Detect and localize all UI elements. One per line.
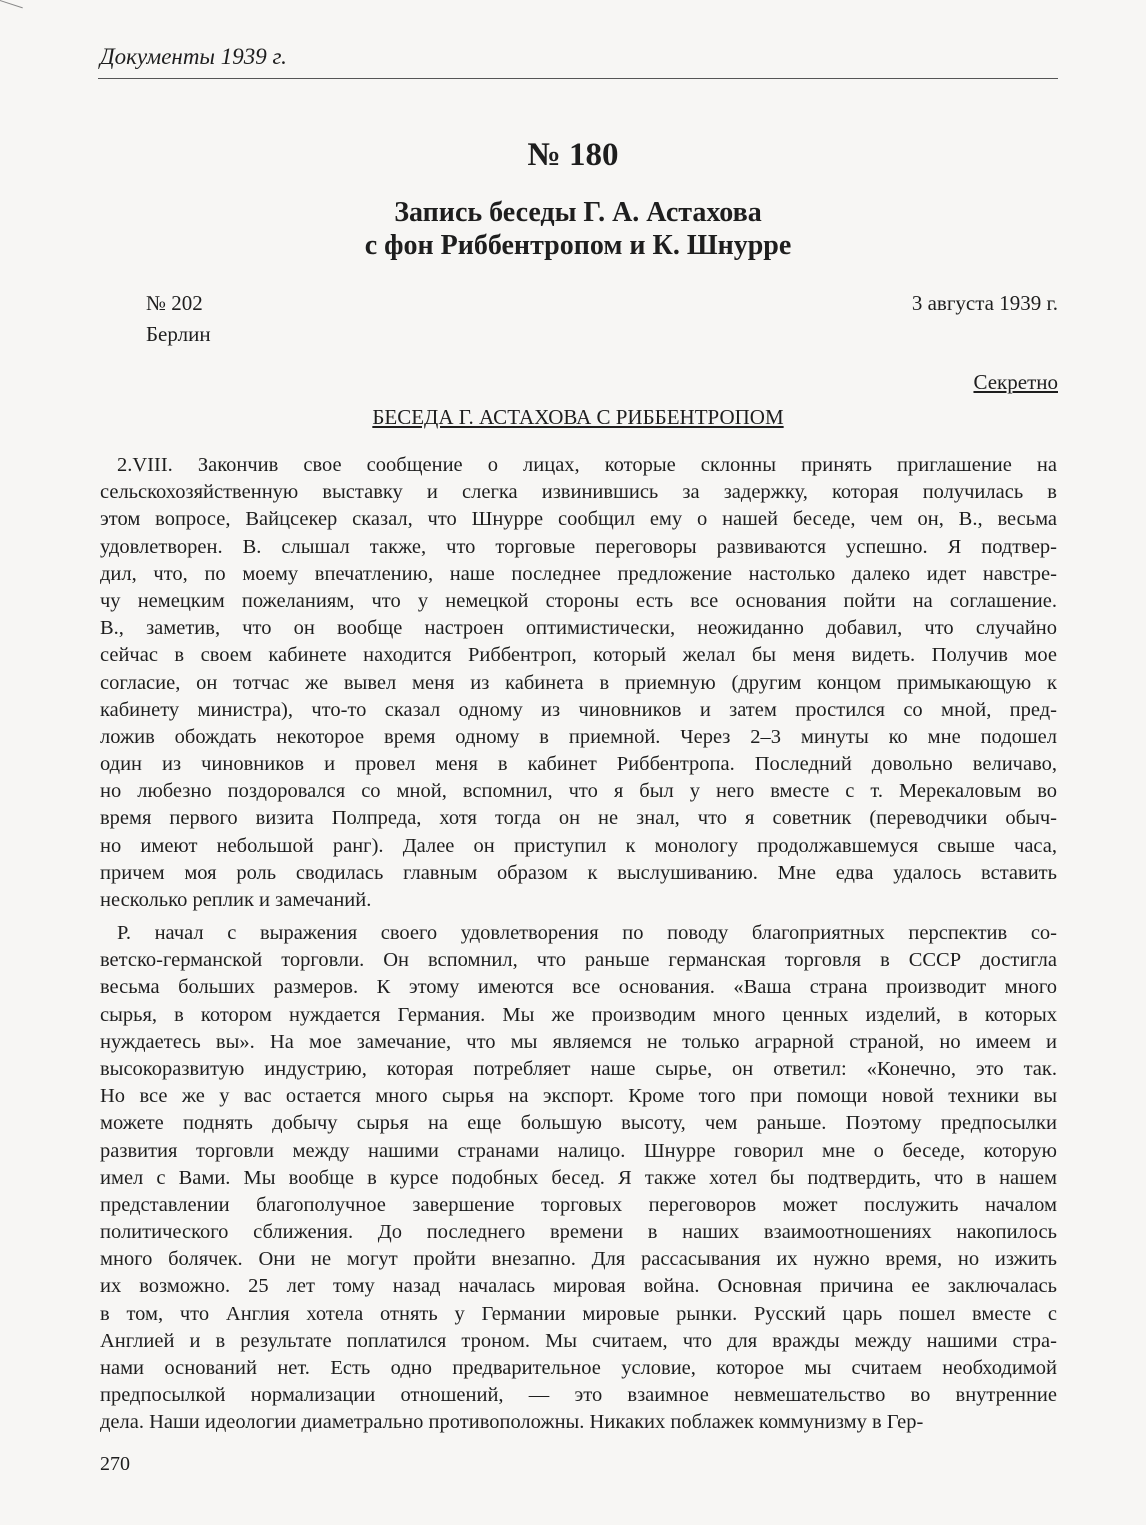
section-heading: БЕСЕДА Г. АСТАХОВА С РИББЕНТРОПОМ	[372, 405, 784, 429]
reference-number: № 202	[146, 291, 203, 315]
text-line: имел с Вами. Мы вообще в курсе подобных бесед. Я также хотел бы подтвердить, что в нашем	[100, 1166, 1057, 1189]
text-line: развития торговли между нашими странами налицо. Шнурре говорил мне о беседе, которую	[100, 1139, 1057, 1162]
date: 3 августа 1939 г.	[911, 291, 1058, 315]
text-line: можете поднять добычу сырья на еще большую высоту, чем раньше. Поэтому предпосылки	[100, 1112, 1057, 1135]
text-line: в том, что Англия хотела отнять у Германии мировые рынки. Русский царь пошел вместе с	[100, 1302, 1057, 1325]
text-line: нуждаетесь вы». На мое замечание, что мы являемся не только аграрной страной, но имеем и	[100, 1030, 1057, 1053]
text-line: много болячек. Они не могут пройти внезапно. Для рассасывания их нужно время, но изжить	[100, 1248, 1057, 1271]
text-line: удовлетворен. В. слышал также, что торговые переговоры развиваются успешно. Я подтвер-	[100, 535, 1057, 558]
text-line: нами оснований нет. Есть одно предварительное условие, которое мы считаем необходимой	[100, 1357, 1057, 1379]
text-line: согласие, он тотчас же вывел меня из кабинета в приемную (другим концом примыкающую к	[100, 671, 1057, 694]
page-number: 270	[100, 1453, 130, 1475]
classification-mark: Секретно	[973, 370, 1058, 394]
text-line: сельскохозяйственную выставку и слегка извинившись за задержку, которая получилась в	[100, 481, 1057, 504]
text-line: несколько реплик и замечаний.	[100, 889, 372, 911]
header-rule	[98, 78, 1058, 79]
text-line: В., заметив, что он вообще настроен оптимистически, неожиданно добавил, что случайно	[100, 617, 1057, 640]
running-header: Документы 1939 г.	[100, 44, 287, 69]
text-line: сырья, в котором нуждается Германия. Мы же производим много ценных изделий, в которых	[100, 1003, 1057, 1026]
text-line: этом вопросе, Вайцсекер сказал, что Шнурре сообщил ему о нашей беседе, чем он, В., весьма	[100, 508, 1057, 531]
text-line: кабинету министра), что-то сказал одному из чиновников и затем простился со мной, пред-	[100, 698, 1057, 721]
text-line: но имеют небольшой ранг). Далее он приступил к монологу продолжавшемуся свыше часа,	[100, 834, 1057, 857]
text-line: Р. начал с выражения своего удовлетворения по поводу благоприятных перспектив со-	[117, 922, 1057, 944]
text-line: политического сближения. До последнего времени в наших взаимоотношениях накопилось	[100, 1221, 1057, 1244]
text-line: Но все же у вас остается много сырья на экспорт. Кроме того при помощи новой техники вы	[100, 1085, 1057, 1108]
text-line: представлении благополучное завершение торговых переговоров может послужить началом	[100, 1193, 1057, 1216]
paragraph	[100, 452, 1057, 914]
text-line: чу немецким пожеланиям, что у немецкой стороны есть все основания пойти на соглашение.	[100, 589, 1057, 612]
text-line: сейчас в своем кабинете находится Риббентроп, который желал бы меня видеть. Получив мое	[100, 644, 1057, 667]
text-line: ветско-германской торговли. Он вспомнил, что раньше германская торговля в СССР достигла	[100, 949, 1057, 972]
text-line: но любезно поздоровался со мной, вспомнил, что я был у него вместе с т. Мерекаловым во	[100, 780, 1057, 803]
text-line: предпосылкой нормализации отношений, — это взаимное невмешательство во внутренние	[100, 1384, 1057, 1407]
text-line: один из чиновников и провел меня в кабинет Риббентропа. Последний довольно величаво,	[100, 753, 1057, 776]
text-line: высокоразвитую индустрию, которая потребляет наше сырье, он ответил: «Конечно, это так.	[100, 1057, 1057, 1080]
text-line: 2.VIII. Закончив свое сообщение о лицах, которые склонны принять приглашение на	[117, 454, 1057, 476]
title-line: с фон Риббентропом и К. Шнурре	[364, 230, 792, 261]
document-title	[0, 196, 1146, 262]
text-line: причем моя роль сводилась главным образом к выслушиванию. Мне едва удалось вставить	[100, 861, 1057, 884]
paragraph	[100, 920, 1057, 1437]
place: Берлин	[146, 322, 211, 346]
title-line: Запись беседы Г. А. Астахова	[394, 197, 762, 228]
document-number: № 180	[527, 137, 619, 173]
text-line: дил, что, по моему впечатлению, наше последнее предложение настолько далеко идет навстре-	[100, 562, 1057, 585]
text-line: их возможно. 25 лет тому назад началась мировая война. Основная причина ее заключалась	[100, 1275, 1057, 1298]
text-line: ложив обождать некоторое время одному в приемной. Через 2–3 минуты ко мне подошел	[100, 725, 1057, 748]
text-line: весьма больших размеров. К этому имеются все основания. «Ваша страна производит много	[100, 976, 1057, 999]
text-line: время первого визита Полпреда, хотя тогда он не знал, что я советник (переводчики обыч-	[100, 807, 1057, 830]
text-line: Англией и в результате поплатился троном. Мы считаем, что для вражды между нашими стра-	[100, 1329, 1057, 1352]
page-corner-mark	[0, 0, 23, 20]
text-line: дела. Наши идеологии диаметрально противоположны. Никаких поблажек коммунизму в Гер-	[100, 1411, 924, 1434]
